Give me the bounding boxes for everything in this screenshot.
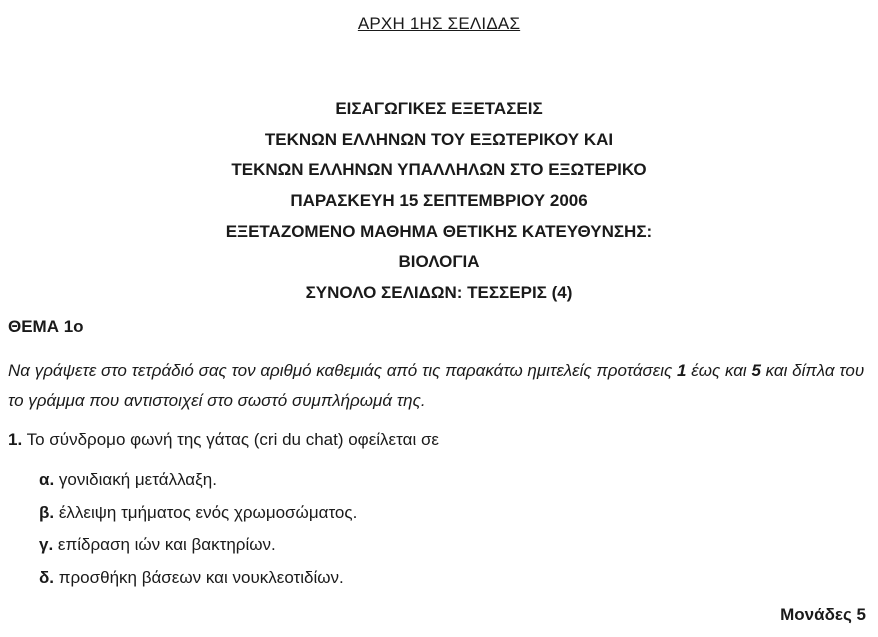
question-1	[8, 427, 439, 453]
option-text: έλλειψη τμήματος ενός χρωμοσώματος.	[54, 502, 358, 522]
instructions-paragraph	[8, 356, 868, 416]
option-b	[39, 500, 357, 533]
header-line-page-count: ΣΥΝΟΛΟ ΣΕΛΙΔΩΝ: ΤΕΣΣΕΡΙΣ (4)	[305, 283, 573, 303]
header-line-children-employees: ΤΕΚΝΩΝ ΕΛΛΗΝΩΝ ΥΠΑΛΛΗΛΩΝ ΣΤΟ ΕΞΩΤΕΡΙΚΟ	[231, 160, 647, 180]
question-text: Το σύνδρομο φωνή της γάτας (cri du chat) οφείλεται σε	[22, 430, 440, 449]
header-line-exams: ΕΙΣΑΓΩΓΙΚΕΣ ΕΞΕΤΑΣΕΙΣ	[335, 99, 543, 118]
header-line-date: ΠΑΡΑΣΚΕΥΗ 15 ΣΕΠΤΕΜΒΡΙΟΥ 2006	[290, 191, 588, 211]
option-text: προσθήκη βάσεων και νουκλεοτιδίων.	[54, 567, 344, 587]
question-number: 1.	[8, 430, 23, 449]
option-letter: α.	[39, 470, 55, 489]
option-text: γονιδιακή μετάλλαξη.	[54, 470, 217, 489]
instructions-text-3: και δίπλα του το γράμμα που αντιστοιχεί στο σωστό συμπλήρωμά της.	[8, 361, 865, 410]
option-a	[39, 467, 357, 500]
marks-label: Μονάδες 5	[780, 605, 866, 624]
option-letter: β.	[39, 502, 55, 522]
option-d	[39, 565, 357, 598]
instructions-num-to: 5	[751, 361, 761, 380]
option-letter: δ.	[39, 567, 55, 587]
answer-options	[39, 467, 357, 597]
option-letter: γ.	[39, 535, 54, 554]
instructions-num-from: 1	[677, 361, 687, 380]
instructions-text-2: έως και	[686, 361, 752, 380]
exam-header	[0, 94, 878, 309]
option-text: επίδραση ιών και βακτηρίων.	[53, 535, 276, 554]
theme-title: ΘΕΜΑ 1ο	[8, 317, 84, 336]
header-line-subject-direction: ΕΞΕΤΑΖΟΜΕΝΟ ΜΑΘΗΜΑ ΘΕΤΙΚΗΣ ΚΑΤΕΥΘΥΝΣΗΣ:	[225, 221, 653, 241]
header-line-children-abroad: ΤΕΚΝΩΝ ΕΛΛΗΝΩΝ ΤΟΥ ΕΞΩΤΕΡΙΚΟΥ ΚΑΙ	[264, 129, 614, 149]
option-c	[39, 532, 357, 565]
page-start-marker: ΑΡΧΗ 1ΗΣ ΣΕΛΙΔΑΣ	[357, 14, 521, 33]
header-line-subject: ΒΙΟΛΟΓΙΑ	[398, 252, 480, 272]
instructions-text-1: Να γράψετε στο τετράδιό σας τον αριθμό καθεμιάς από τις παρακάτω ημιτελείς προτάσεις	[8, 361, 678, 380]
